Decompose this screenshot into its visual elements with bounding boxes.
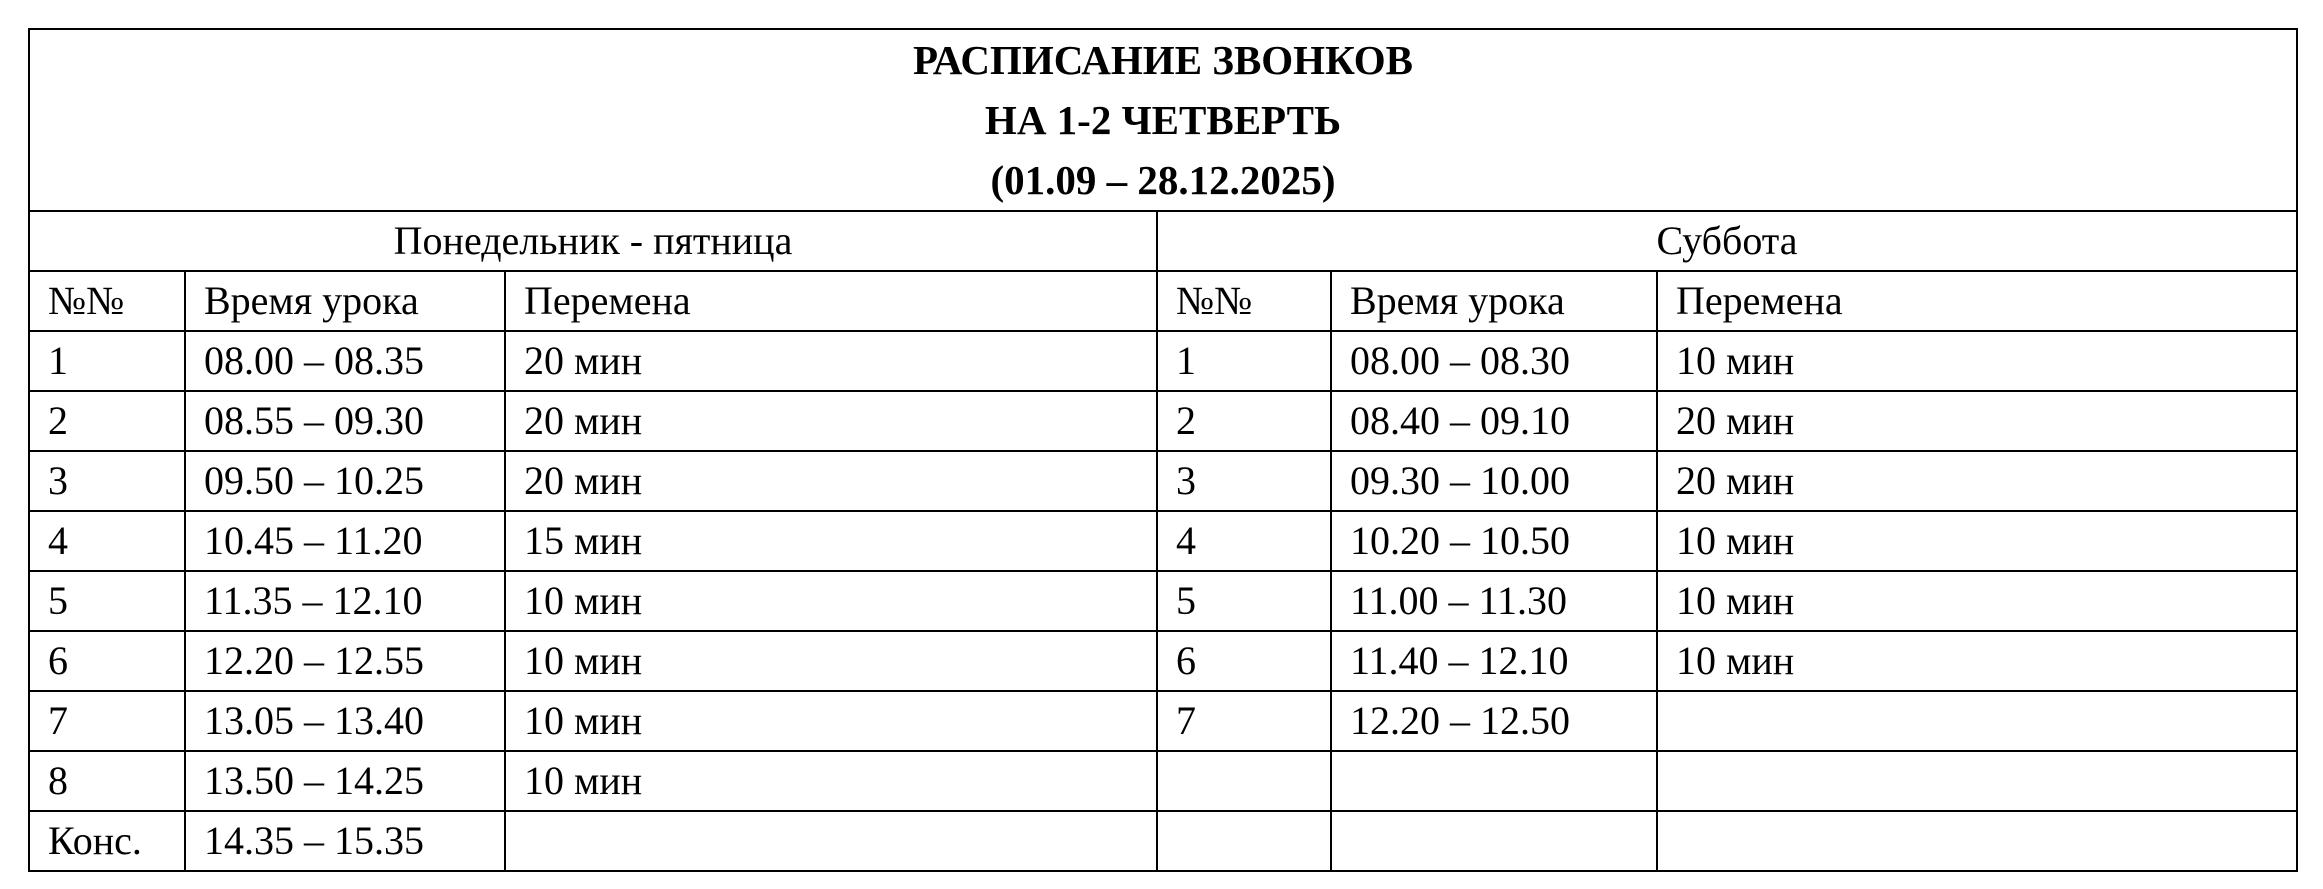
saturday-lesson-number: 3 bbox=[1157, 451, 1331, 511]
weekdays-lesson-number: 5 bbox=[29, 571, 185, 631]
weekdays-lesson-time: 13.50 – 14.25 bbox=[185, 751, 505, 811]
saturday-break-duration: 10 мин bbox=[1657, 331, 2297, 391]
saturday-lesson-time: 10.20 – 10.50 bbox=[1331, 511, 1657, 571]
saturday-time-header: Время урока bbox=[1331, 271, 1657, 331]
weekdays-lesson-time: 12.20 – 12.55 bbox=[185, 631, 505, 691]
weekdays-lesson-number: 8 bbox=[29, 751, 185, 811]
saturday-break-duration bbox=[1657, 751, 2297, 811]
title-row bbox=[29, 29, 2297, 211]
weekdays-lesson-number: 6 bbox=[29, 631, 185, 691]
saturday-lesson-number: 5 bbox=[1157, 571, 1331, 631]
table-row bbox=[29, 391, 2297, 451]
table-row bbox=[29, 811, 2297, 871]
weekdays-break-duration: 15 мин bbox=[505, 511, 1157, 571]
table-row bbox=[29, 631, 2297, 691]
weekdays-lesson-number: 7 bbox=[29, 691, 185, 751]
saturday-lesson-number bbox=[1157, 811, 1331, 871]
schedule-body bbox=[29, 29, 2297, 871]
weekdays-lesson-number: 2 bbox=[29, 391, 185, 451]
title-line-2: НА 1-2 ЧЕТВЕРТЬ bbox=[984, 97, 1342, 143]
saturday-break-duration: 10 мин bbox=[1657, 631, 2297, 691]
title-line-1: РАСПИСАНИЕ ЗВОНКОВ bbox=[912, 37, 1414, 83]
saturday-lesson-number bbox=[1157, 751, 1331, 811]
saturday-lesson-number: 6 bbox=[1157, 631, 1331, 691]
weekdays-break-duration: 20 мин bbox=[505, 391, 1157, 451]
column-header-row bbox=[29, 271, 2297, 331]
weekdays-lesson-time: 14.35 – 15.35 bbox=[185, 811, 505, 871]
saturday-lesson-time: 11.40 – 12.10 bbox=[1331, 631, 1657, 691]
saturday-number-header: №№ bbox=[1157, 271, 1331, 331]
saturday-lesson-time: 09.30 – 10.00 bbox=[1331, 451, 1657, 511]
weekdays-break-duration: 20 мин bbox=[505, 331, 1157, 391]
weekdays-break-duration: 10 мин bbox=[505, 691, 1157, 751]
group-header-row bbox=[29, 211, 2297, 271]
weekdays-lesson-number: 1 bbox=[29, 331, 185, 391]
weekdays-lesson-number: Конс. bbox=[29, 811, 185, 871]
saturday-lesson-time: 08.40 – 09.10 bbox=[1331, 391, 1657, 451]
weekdays-break-duration: 10 мин bbox=[505, 571, 1157, 631]
saturday-lesson-number: 7 bbox=[1157, 691, 1331, 751]
table-row bbox=[29, 331, 2297, 391]
weekdays-lesson-time: 10.45 – 11.20 bbox=[185, 511, 505, 571]
saturday-lesson-time bbox=[1331, 811, 1657, 871]
saturday-lesson-time: 11.00 – 11.30 bbox=[1331, 571, 1657, 631]
weekdays-lesson-time: 11.35 – 12.10 bbox=[185, 571, 505, 631]
weekdays-lesson-number: 3 bbox=[29, 451, 185, 511]
saturday-break-duration: 20 мин bbox=[1657, 451, 2297, 511]
saturday-break-duration: 20 мин bbox=[1657, 391, 2297, 451]
saturday-break-duration bbox=[1657, 811, 2297, 871]
weekdays-lesson-number: 4 bbox=[29, 511, 185, 571]
saturday-lesson-time: 08.00 – 08.30 bbox=[1331, 331, 1657, 391]
weekdays-group-header: Понедельник - пятница bbox=[29, 211, 1157, 271]
weekdays-time-header: Время урока bbox=[185, 271, 505, 331]
weekdays-lesson-time: 09.50 – 10.25 bbox=[185, 451, 505, 511]
saturday-break-duration: 10 мин bbox=[1657, 511, 2297, 571]
weekdays-break-header: Перемена bbox=[505, 271, 1157, 331]
bell-schedule-table bbox=[28, 28, 2298, 872]
table-row bbox=[29, 571, 2297, 631]
saturday-lesson-time: 12.20 – 12.50 bbox=[1331, 691, 1657, 751]
saturday-lesson-number: 2 bbox=[1157, 391, 1331, 451]
weekdays-break-duration: 10 мин bbox=[505, 751, 1157, 811]
weekdays-break-duration bbox=[505, 811, 1157, 871]
saturday-break-duration bbox=[1657, 691, 2297, 751]
weekdays-lesson-time: 13.05 – 13.40 bbox=[185, 691, 505, 751]
saturday-break-header: Перемена bbox=[1657, 271, 2297, 331]
saturday-lesson-number: 4 bbox=[1157, 511, 1331, 571]
saturday-break-duration: 10 мин bbox=[1657, 571, 2297, 631]
weekdays-lesson-time: 08.55 – 09.30 bbox=[185, 391, 505, 451]
table-row bbox=[29, 451, 2297, 511]
saturday-lesson-number: 1 bbox=[1157, 331, 1331, 391]
weekdays-number-header: №№ bbox=[29, 271, 185, 331]
table-row bbox=[29, 751, 2297, 811]
schedule-title bbox=[29, 29, 2297, 211]
saturday-group-header: Суббота bbox=[1157, 211, 2297, 271]
table-row bbox=[29, 691, 2297, 751]
weekdays-break-duration: 10 мин bbox=[505, 631, 1157, 691]
saturday-lesson-time bbox=[1331, 751, 1657, 811]
weekdays-break-duration: 20 мин bbox=[505, 451, 1157, 511]
table-row bbox=[29, 511, 2297, 571]
weekdays-lesson-time: 08.00 – 08.35 bbox=[185, 331, 505, 391]
title-line-3: (01.09 – 28.12.2025) bbox=[990, 157, 1336, 203]
